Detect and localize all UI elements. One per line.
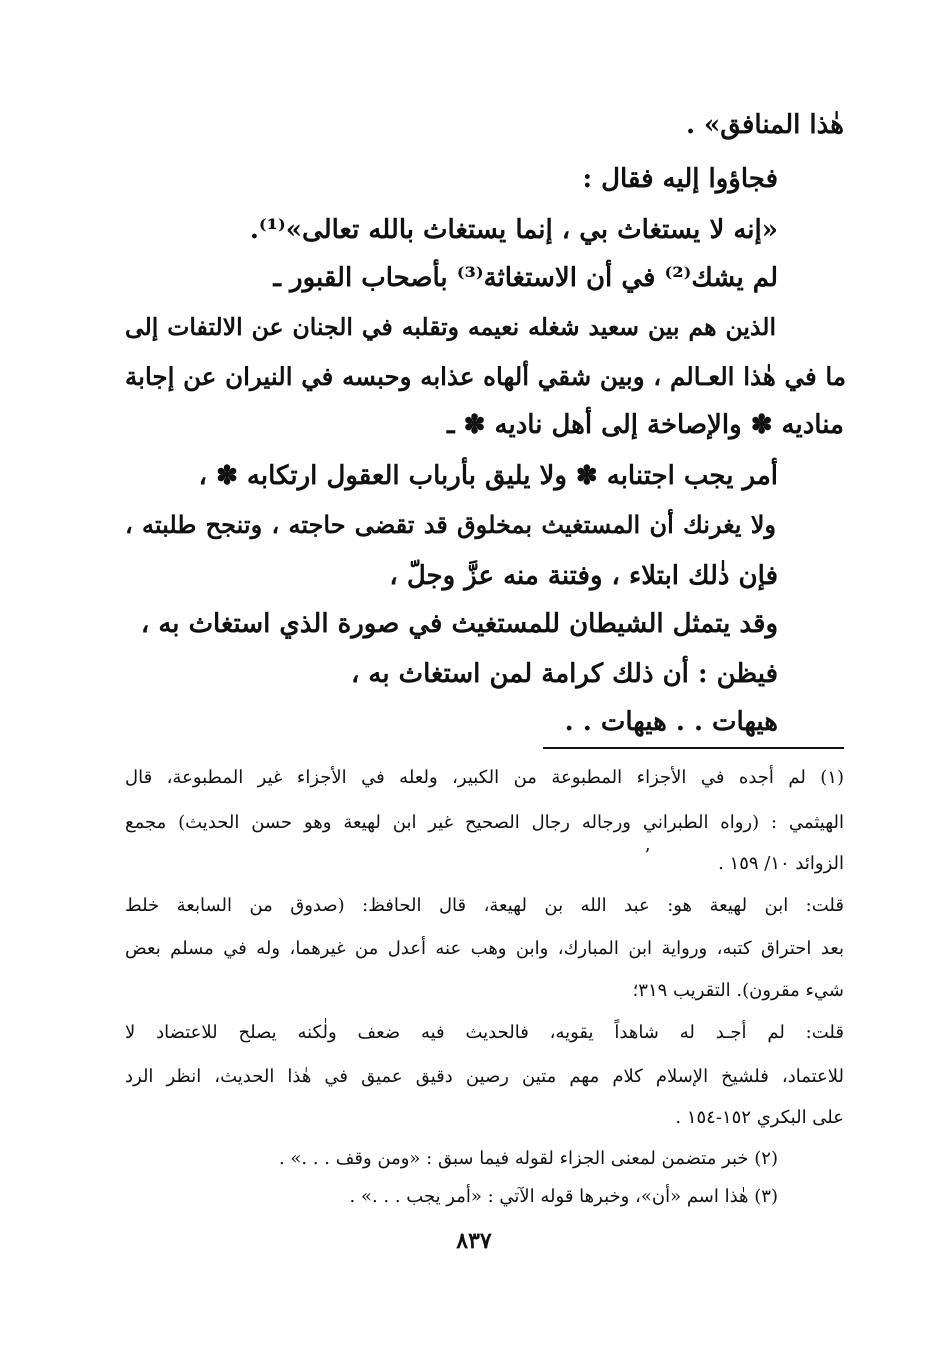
main-line-6: ما في هٰذا العـالم ، وبين شقي ألهاه عذابه وحبسه في النيران عن إجابة [125,362,846,391]
main-line-4: لم يشك⁽²⁾ في أن الاستغاثة⁽³⁾ بأصحاب القبور ـ [273,263,778,293]
footnote-1c-line-3: على البكري ١٥٢-١٥٤ . [675,1107,844,1128]
main-line-13: هيهات . . هيهات . . [564,707,778,737]
main-line-10: فإن ذٰلك ابتلاء ، وفتنة منه عزَّ وجلّ ، [389,561,778,591]
main-line-12: فيظن : أن ذلك كرامة لمن استغاث به ، [350,659,778,689]
footnote-1b-line-3: شيء مقرون). التقريب ٣١٩؛ [632,980,844,1001]
footnote-1b-line-1: قلت: ابن لهيعة هو: عبد الله بن لهيعة، قال الحافظ: (صدوق من السابعة خلط [125,895,844,916]
footnote-separator [543,747,844,749]
stray-mark: ʼ [644,845,650,866]
main-line-1: هٰذا المنافق» . [685,110,844,140]
main-line-8: أمر يجب اجتنابه ✽ ولا يليق بأرباب العقول ارتكابه ✽ ، [198,461,778,491]
main-line-7: مناديه ✽ والإصاخة إلى أهل ناديه ✽ ـ [447,410,844,440]
main-line-2: فجاؤوا إليه فقال : [582,164,778,194]
footnote-1-line-3: الزوائد ١٠/ ١٥٩ . [718,853,844,874]
footnote-1c-line-1: قلت: لم أجـد له شاهداً يقويه، فالحديث فيه ضعف ولٰكنه يصلح للاعتضاد لا [125,1022,844,1043]
main-line-11: وقد يتمثل الشيطان للمستغيث في صورة الذي استغاث به ، [140,609,778,639]
main-line-5: الذين هم بين سعيد شغله نعيمه وتقلبه في الجنان عن الالتفات إلى [125,313,776,341]
footnote-1b-line-2: بعد احتراق كتبه، ورواية ابن المبارك، وابن وهب عنه أعدل من غيرهما، وله في مسلم بعض [125,938,844,959]
footnote-1-line-1: (١) لم أجده في الأجزاء المطبوعة من الكبير، ولعله في الأجزاء غير المطبوعة، قال [125,767,844,788]
footnote-1c-line-2: للاعتماد، فلشيخ الإسلام كلام مهم متين رصين دقيق عميق في هٰذا الحديث، انظر الرد [125,1066,844,1087]
footnote-2: (٢) خبر متضمن لمعنى الجزاء لقوله فيما سبق : «ومن وقف . . .» . [278,1148,778,1169]
footnote-1-line-2: الهيثمي : (رواه الطبراني ورجاله رجال الصحيح غير ابن لهيعة وهو حسن الحديث) مجمع [125,812,844,833]
footnote-3: (٣) هٰذا اسم «أن»، وخبرها قوله الآتي : «أمر يجب . . .» . [349,1186,778,1207]
main-line-3: «إنه لا يستغاث بي ، إنما يستغاث بالله تعالى»⁽¹⁾. [249,215,778,245]
main-line-9: ولا يغرنك أن المستغيث بمخلوق قد تقضى حاجته ، وتنجح طلبته ، [125,510,776,539]
page-number: ٨٣٧ [456,1228,492,1254]
